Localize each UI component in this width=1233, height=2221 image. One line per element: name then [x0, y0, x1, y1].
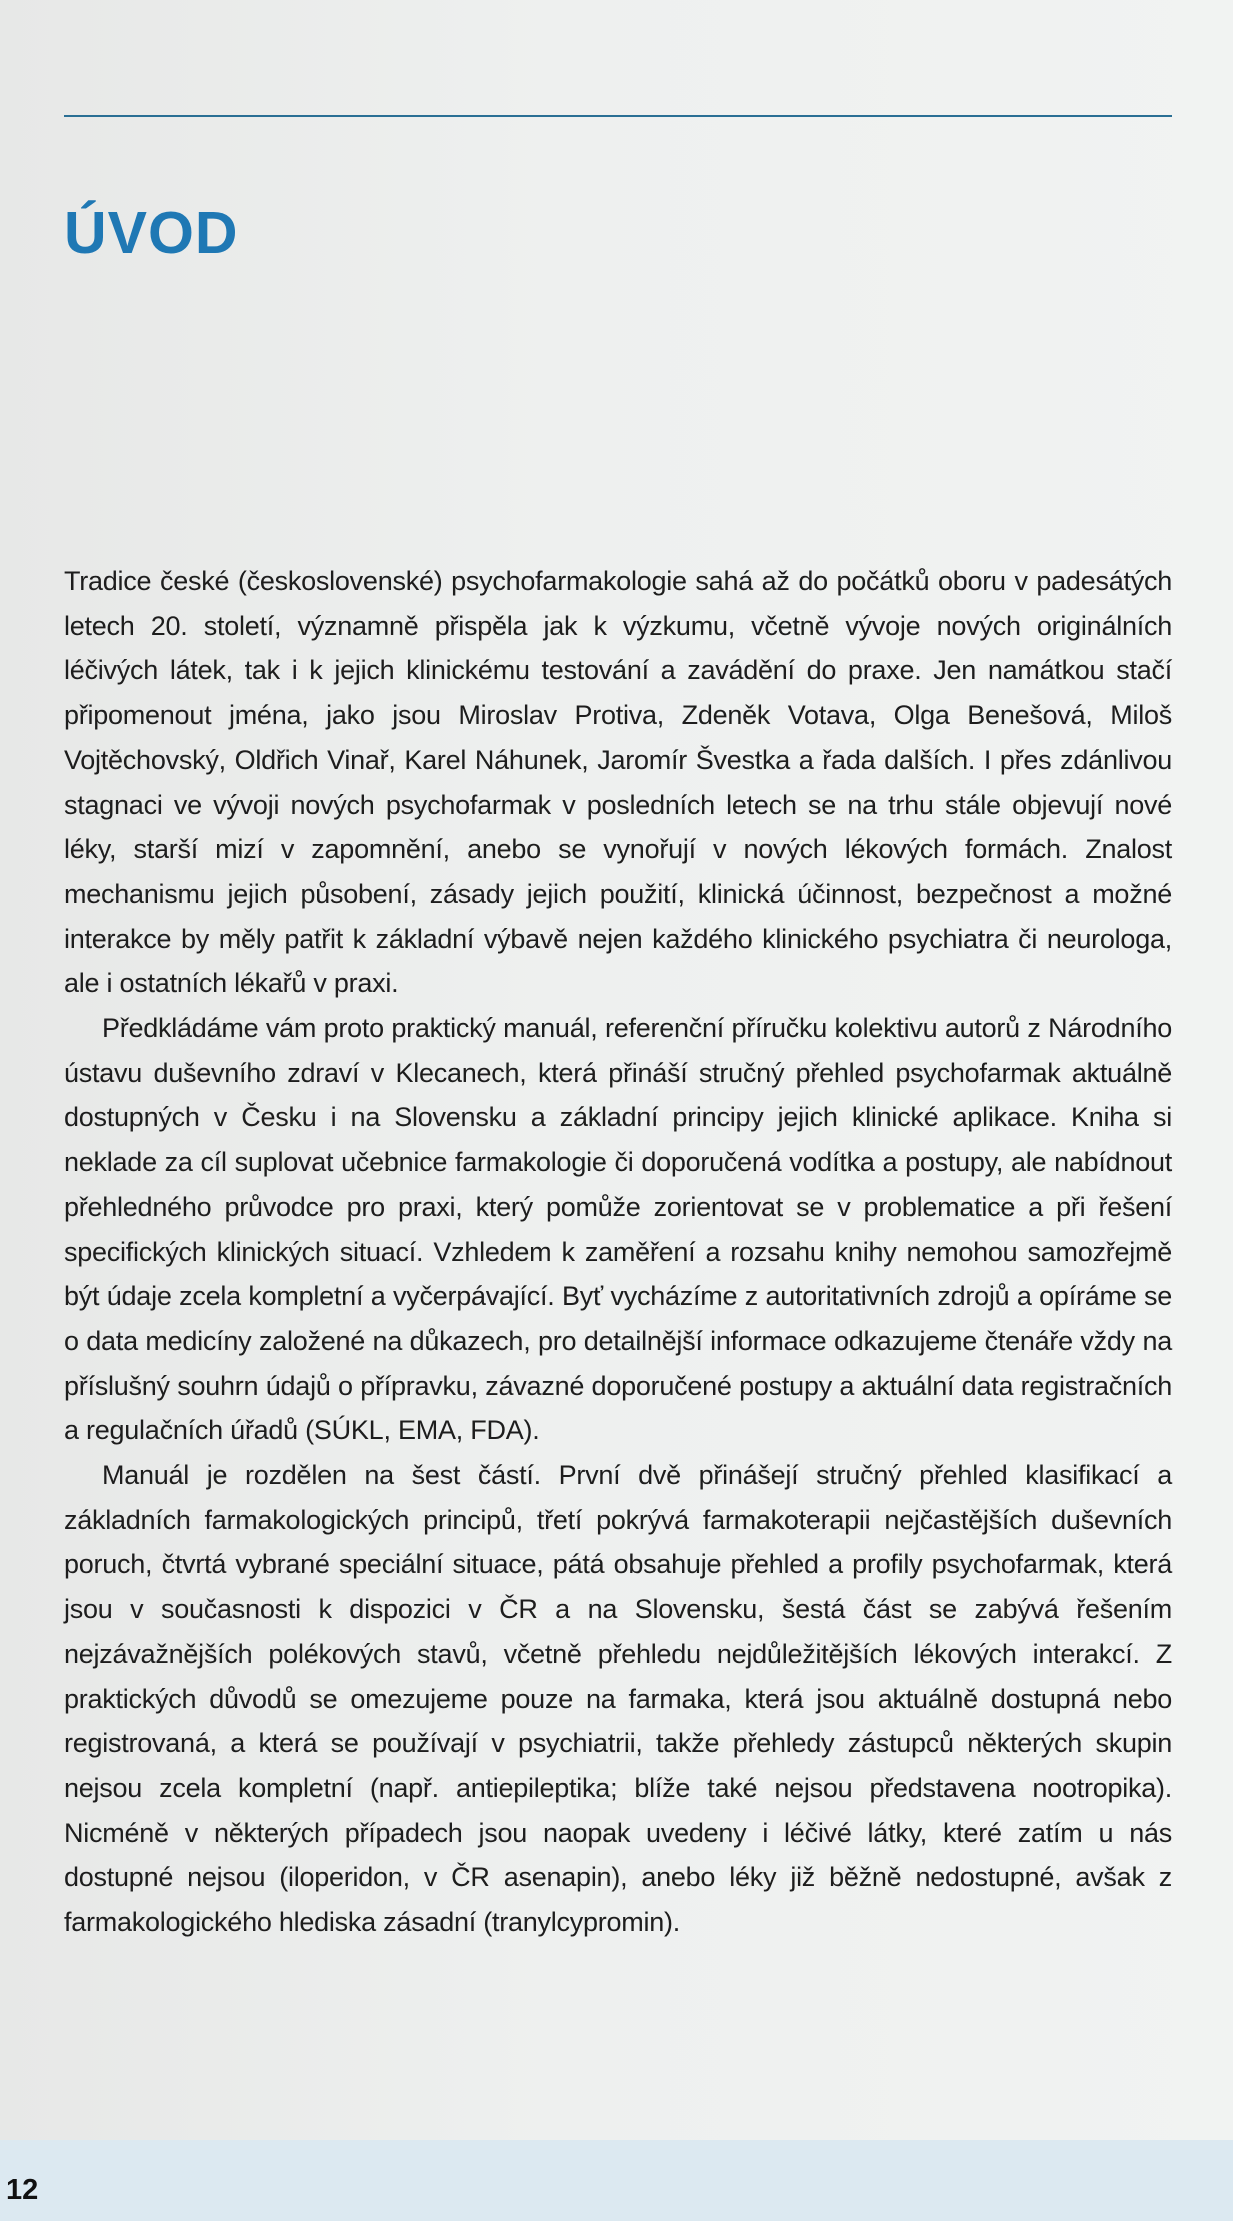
paragraph-3: Manuál je rozdělen na šest částí. První dvě přinášejí stručný přehled klasifikací a základních farmakologických principů, třetí pokrývá farmakoterapii nejčastějších duševních poruch, čtvrtá vybrané speciální situace, pátá obsahuje přehled a profily psychofarmak, která jsou v současnosti k dispozici v ČR a na Slovensku, šestá část se zabývá řešením nejzávažnějších polékových stavů, včetně přehledu nejdůležitějších lékových interakcí. Z praktických důvodů se omezujeme pouze na farmaka, která jsou aktuálně dostupná nebo registrovaná, a která se používají v psychiatrii, takže přehledy zástupců některých skupin nejsou zcela kompletní (např. antiepileptika; blíže také nejsou představena nootropika). Nicméně v některých případech jsou naopak uvedeny i léčivé látky, které zatím u nás dostupné nejsou (iloperidon, v ČR asenapin), anebo léky již běžně nedostupné, avšak z farmakologického hlediska zásadní (tranylcypromin). — [64, 1460, 1172, 1938]
body-text — [64, 559, 1172, 1945]
footer-band — [0, 2140, 1233, 2221]
paragraph-2: Předkládáme vám proto praktický manuál, referenční příručku kolektivu autorů z Národního ústavu duševního zdraví v Klecanech, která přináší stručný přehled psychofarmak aktuálně dostupných v Česku i na Slovensku a základní principy jejich klinické aplikace. Kniha si neklade za cíl suplovat učebnice farmakologie či doporučená vodítka a postupy, ale nabídnout přehledného průvodce pro praxi, který pomůže zorientovat se v problematice a při řešení specifických klinických situací. Vzhledem k zaměření a rozsahu knihy nemohou samozřejmě být údaje zcela kompletní a vyčerpávající. Byť vycházíme z autoritativních zdrojů a opíráme se o data medicíny založené na důkazech, pro detailnější informace odkazujeme čtenáře vždy na příslušný souhrn údajů o přípravku, závazné doporučené postupy a aktuální data registračních a regulačních úřadů (SÚKL, EMA, FDA). — [64, 1013, 1172, 1446]
header-rule — [64, 115, 1172, 117]
page-number: 12 — [6, 2174, 39, 2206]
paragraph-1: Tradice české (československé) psychofarmakologie sahá až do počátků oboru v padesátých letech 20. století, významně přispěla jak k výzkumu, včetně vývoje nových originálních léčivých látek, tak i k jejich klinickému testování a zavádění do praxe. Jen namátkou stačí připomenout jména, jako jsou Miroslav Protiva, Zdeněk Votava, Olga Benešová, Miloš Vojtěchovský, Oldřich Vinař, Karel Náhunek, Jaromír Švestka a řada dalších. I přes zdánlivou stagnaci ve vývoji nových psychofarmak v posledních letech se na trhu stále objevují nové léky, starší mizí v zapomnění, anebo se vynořují v nových lékových formách. Znalost mechanismu jejich působení, zásady jejich použití, klinická účinnost, bezpečnost a možné interakce by měly patřit k základní výbavě nejen každého klinického psychiatra či neurologa, ale i ostatních lékařů v praxi. — [64, 566, 1172, 999]
page-title: ÚVOD — [64, 200, 239, 266]
